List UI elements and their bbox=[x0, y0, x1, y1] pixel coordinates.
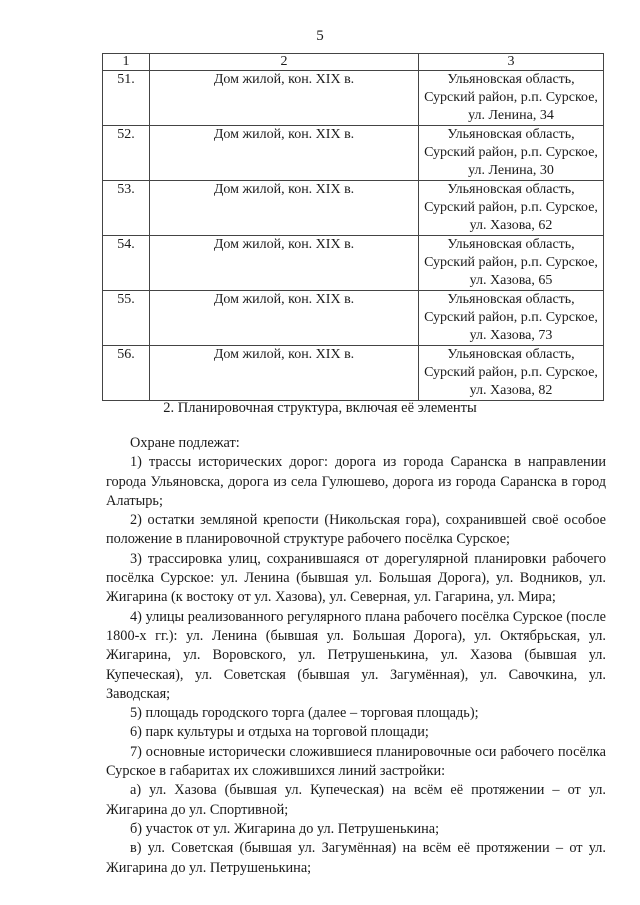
address-line: ул. Ленина, 30 bbox=[468, 163, 554, 178]
paragraph: 3) трассировка улиц, сохранившаяся от дорегулярной планировки рабочего посёлка Сурское: ул. Ленина (бывшая ул. Большая Дорога), ул. Водников, ул. Жигарина (к востоку от ул. Хазова), ул. Северная, ул. Гагарина, ул. Мира; bbox=[106, 550, 606, 606]
paragraph: 7) основные исторически сложившиеся планировочные оси рабочего посёлка Сурское в габаритах их сложившихся линий застройки: bbox=[106, 743, 606, 780]
object-name: Дом жилой, кон. XIX в. bbox=[150, 181, 419, 236]
monuments-table bbox=[102, 53, 604, 401]
paragraph: в) ул. Советская (бывшая ул. Загумённая) на всём её протяжении – от ул. Жигарина до ул. Петрушенькина; bbox=[106, 840, 606, 876]
address-line: Сурский район, р.п. Сурское, bbox=[424, 200, 598, 215]
table-body bbox=[103, 71, 604, 401]
column-header: 2 bbox=[150, 54, 419, 71]
column-header: 3 bbox=[419, 54, 604, 71]
row-number: 55. bbox=[103, 291, 150, 346]
object-name: Дом жилой, кон. XIX в. bbox=[150, 346, 419, 401]
address-line: Сурский район, р.п. Сурское, bbox=[424, 255, 598, 270]
row-number: 53. bbox=[103, 181, 150, 236]
object-address bbox=[419, 236, 604, 291]
paragraph: 4) улицы реализованного регулярного плана рабочего посёлка Сурское (после 1800-х гг.): ул. Ленина (бывшая ул. Большая Дорога), ул. Октябрьская, ул. Жигарина, ул. Воровского, ул. Петрушенькина, ул. Хазова (бывшая ул. Купеческая), ул. Советская (бывшая ул. Загумённая), ул. Савочкина, ул. Заводская; bbox=[106, 608, 606, 702]
table-row bbox=[103, 181, 604, 236]
address-line: Ульяновская область, bbox=[447, 292, 575, 307]
object-address bbox=[419, 126, 604, 181]
address-line: Сурский район, р.п. Сурское, bbox=[424, 90, 598, 105]
address-line: ул. Хазова, 73 bbox=[469, 328, 553, 343]
address-line: Ульяновская область, bbox=[447, 182, 575, 197]
paragraph: 2) остатки земляной крепости (Никольская гора), сохранившей своё особое положение в планировочной структуре рабочего посёлка Сурское; bbox=[106, 512, 606, 548]
object-address bbox=[419, 291, 604, 346]
address-line: Ульяновская область, bbox=[447, 127, 575, 142]
table-row bbox=[103, 346, 604, 401]
address-line: Ульяновская область, bbox=[447, 72, 575, 87]
page-number: 5 bbox=[316, 28, 324, 44]
address-line: ул. Хазова, 82 bbox=[469, 383, 553, 398]
address-line: ул. Хазова, 65 bbox=[469, 273, 553, 288]
table-row bbox=[103, 291, 604, 346]
table-header-row bbox=[103, 54, 604, 71]
row-number: 54. bbox=[103, 236, 150, 291]
column-header: 1 bbox=[103, 54, 150, 71]
address-line: Сурский район, р.п. Сурское, bbox=[424, 365, 598, 380]
row-number: 51. bbox=[103, 71, 150, 126]
object-address bbox=[419, 181, 604, 236]
paragraph: 1) трассы исторических дорог: дорога из города Саранска в направлении города Ульяновска, дорога из села Гулюшево, дорога из города Саранска в город Алатырь; bbox=[106, 454, 606, 509]
row-number: 52. bbox=[103, 126, 150, 181]
table-row bbox=[103, 236, 604, 291]
object-name: Дом жилой, кон. XIX в. bbox=[150, 71, 419, 126]
section-heading: 2. Планировочная структура, включая её элементы bbox=[163, 400, 477, 416]
paragraph: Охране подлежат: bbox=[130, 435, 240, 451]
row-number: 56. bbox=[103, 346, 150, 401]
object-name: Дом жилой, кон. XIX в. bbox=[150, 236, 419, 291]
object-address bbox=[419, 71, 604, 126]
address-line: Сурский район, р.п. Сурское, bbox=[424, 310, 598, 325]
paragraph: а) ул. Хазова (бывшая ул. Купеческая) на всём её протяжении – от ул. Жигарина до ул. Спортивной; bbox=[106, 782, 606, 818]
object-name: Дом жилой, кон. XIX в. bbox=[150, 126, 419, 181]
paragraph: б) участок от ул. Жигарина до ул. Петрушенькина; bbox=[130, 820, 440, 837]
paragraph: 5) площадь городского торга (далее – торговая площадь); bbox=[130, 705, 479, 722]
address-line: Ульяновская область, bbox=[447, 347, 575, 362]
address-line: Ульяновская область, bbox=[447, 237, 575, 252]
address-line: ул. Ленина, 34 bbox=[468, 108, 554, 123]
address-line: ул. Хазова, 62 bbox=[469, 218, 553, 233]
object-name: Дом жилой, кон. XIX в. bbox=[150, 291, 419, 346]
object-address bbox=[419, 346, 604, 401]
address-line: Сурский район, р.п. Сурское, bbox=[424, 145, 598, 160]
table-row bbox=[103, 126, 604, 181]
body-text bbox=[106, 434, 606, 878]
paragraph: 6) парк культуры и отдыха на торговой площади; bbox=[130, 724, 429, 741]
table-row bbox=[103, 71, 604, 126]
